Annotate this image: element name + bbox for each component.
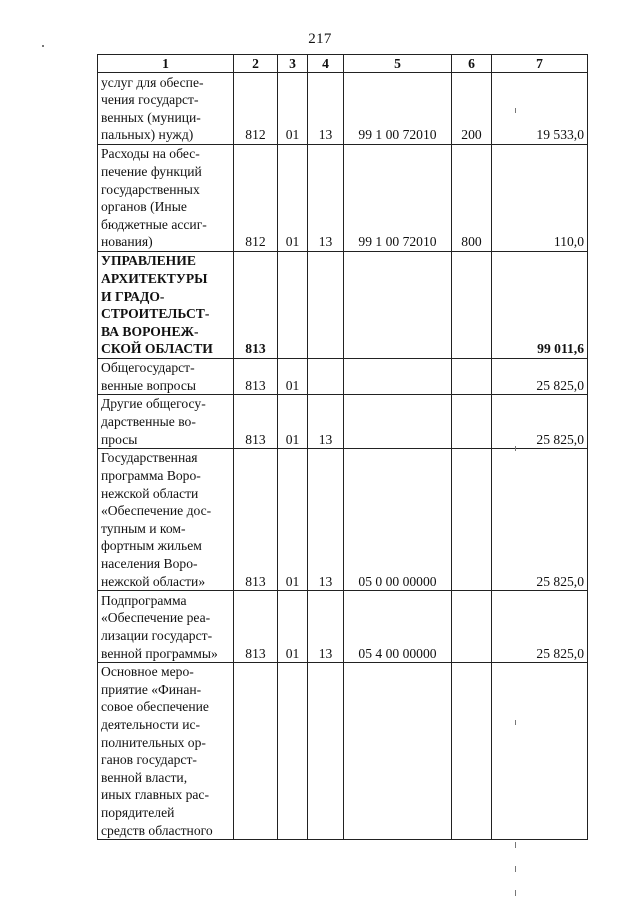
row-target-article: 99 1 00 72010 bbox=[344, 145, 452, 252]
row-expense-type bbox=[452, 663, 492, 840]
row-expense-type bbox=[452, 359, 492, 395]
row-amount: 25 825,0 bbox=[492, 449, 588, 591]
row-section: 01 bbox=[278, 145, 308, 252]
row-section bbox=[278, 663, 308, 840]
table-row bbox=[98, 591, 588, 663]
scan-artifact bbox=[42, 45, 44, 47]
row-name: Государственная программа Воро- нежской области «Обеспечение дос- тупным и ком- фортным жильем населения Воро- нежской области» bbox=[98, 449, 234, 591]
row-grbs: 813 bbox=[234, 449, 278, 591]
row-section: 01 bbox=[278, 359, 308, 395]
row-name: Основное меро- приятие «Финан- совое обеспечение деятельности ис- полнительных ор- ганов государст- венной власти, иных главных рас- порядителей средств областного bbox=[98, 663, 234, 840]
row-target-article bbox=[344, 359, 452, 395]
row-target-article bbox=[344, 663, 452, 840]
scan-artifact bbox=[515, 890, 516, 896]
row-target-article: 99 1 00 72010 bbox=[344, 73, 452, 145]
row-expense-type: 200 bbox=[452, 73, 492, 145]
page-number: 217 bbox=[308, 31, 332, 47]
scan-artifact bbox=[515, 842, 516, 848]
row-subsection bbox=[308, 359, 344, 395]
row-section bbox=[278, 252, 308, 359]
header-col-7: 7 bbox=[492, 55, 588, 73]
row-name: Общегосударст- венные вопросы bbox=[98, 359, 234, 395]
header-col-2: 2 bbox=[234, 55, 278, 73]
row-expense-type bbox=[452, 591, 492, 663]
scan-artifact bbox=[515, 866, 516, 872]
scan-artifact bbox=[515, 446, 516, 451]
row-subsection: 13 bbox=[308, 73, 344, 145]
row-grbs: 813 bbox=[234, 359, 278, 395]
scan-artifact bbox=[515, 108, 516, 113]
row-name: Подпрограмма «Обеспечение реа- лизации государст- венной программы» bbox=[98, 591, 234, 663]
row-amount: 99 011,6 bbox=[492, 252, 588, 359]
header-col-4: 4 bbox=[308, 55, 344, 73]
row-amount: 110,0 bbox=[492, 145, 588, 252]
row-expense-type bbox=[452, 252, 492, 359]
row-grbs: 813 bbox=[234, 252, 278, 359]
row-target-article: 05 0 00 00000 bbox=[344, 449, 452, 591]
row-name: Расходы на обес- печение функций государственных органов (Иные бюджетные ассиг- нования) bbox=[98, 145, 234, 252]
row-expense-type bbox=[452, 449, 492, 591]
row-section: 01 bbox=[278, 73, 308, 145]
table-row bbox=[98, 663, 588, 840]
row-grbs: 813 bbox=[234, 395, 278, 449]
header-col-6: 6 bbox=[452, 55, 492, 73]
row-subsection: 13 bbox=[308, 145, 344, 252]
row-amount bbox=[492, 663, 588, 840]
header-col-5: 5 bbox=[344, 55, 452, 73]
row-section: 01 bbox=[278, 395, 308, 449]
row-target-article: 05 4 00 00000 bbox=[344, 591, 452, 663]
row-target-article bbox=[344, 395, 452, 449]
table-row bbox=[98, 449, 588, 591]
header-col-1: 1 bbox=[98, 55, 234, 73]
table-row bbox=[98, 145, 588, 252]
row-amount: 25 825,0 bbox=[492, 395, 588, 449]
row-amount: 25 825,0 bbox=[492, 591, 588, 663]
row-name: Другие общегосу- дарственные во- просы bbox=[98, 395, 234, 449]
scan-artifact bbox=[515, 720, 516, 725]
table-row bbox=[98, 252, 588, 359]
row-expense-type bbox=[452, 395, 492, 449]
table-row bbox=[98, 395, 588, 449]
row-grbs: 813 bbox=[234, 591, 278, 663]
table-row bbox=[98, 359, 588, 395]
row-section: 01 bbox=[278, 591, 308, 663]
header-row bbox=[98, 55, 588, 73]
row-subsection: 13 bbox=[308, 591, 344, 663]
row-subsection: 13 bbox=[308, 395, 344, 449]
header-col-3: 3 bbox=[278, 55, 308, 73]
row-subsection bbox=[308, 663, 344, 840]
row-grbs bbox=[234, 663, 278, 840]
row-grbs: 812 bbox=[234, 73, 278, 145]
row-grbs: 812 bbox=[234, 145, 278, 252]
table-row bbox=[98, 73, 588, 145]
row-subsection bbox=[308, 252, 344, 359]
row-target-article bbox=[344, 252, 452, 359]
row-expense-type: 800 bbox=[452, 145, 492, 252]
row-subsection: 13 bbox=[308, 449, 344, 591]
row-amount: 25 825,0 bbox=[492, 359, 588, 395]
row-name: услуг для обеспе- чения государст- венных (муници- пальных) нужд) bbox=[98, 73, 234, 145]
row-section: 01 bbox=[278, 449, 308, 591]
row-name: УПРАВЛЕНИЕ АРХИТЕКТУРЫ И ГРАДО- СТРОИТЕЛЬСТ- ВА ВОРОНЕЖ- СКОЙ ОБЛАСТИ bbox=[98, 252, 234, 359]
row-amount: 19 533,0 bbox=[492, 73, 588, 145]
